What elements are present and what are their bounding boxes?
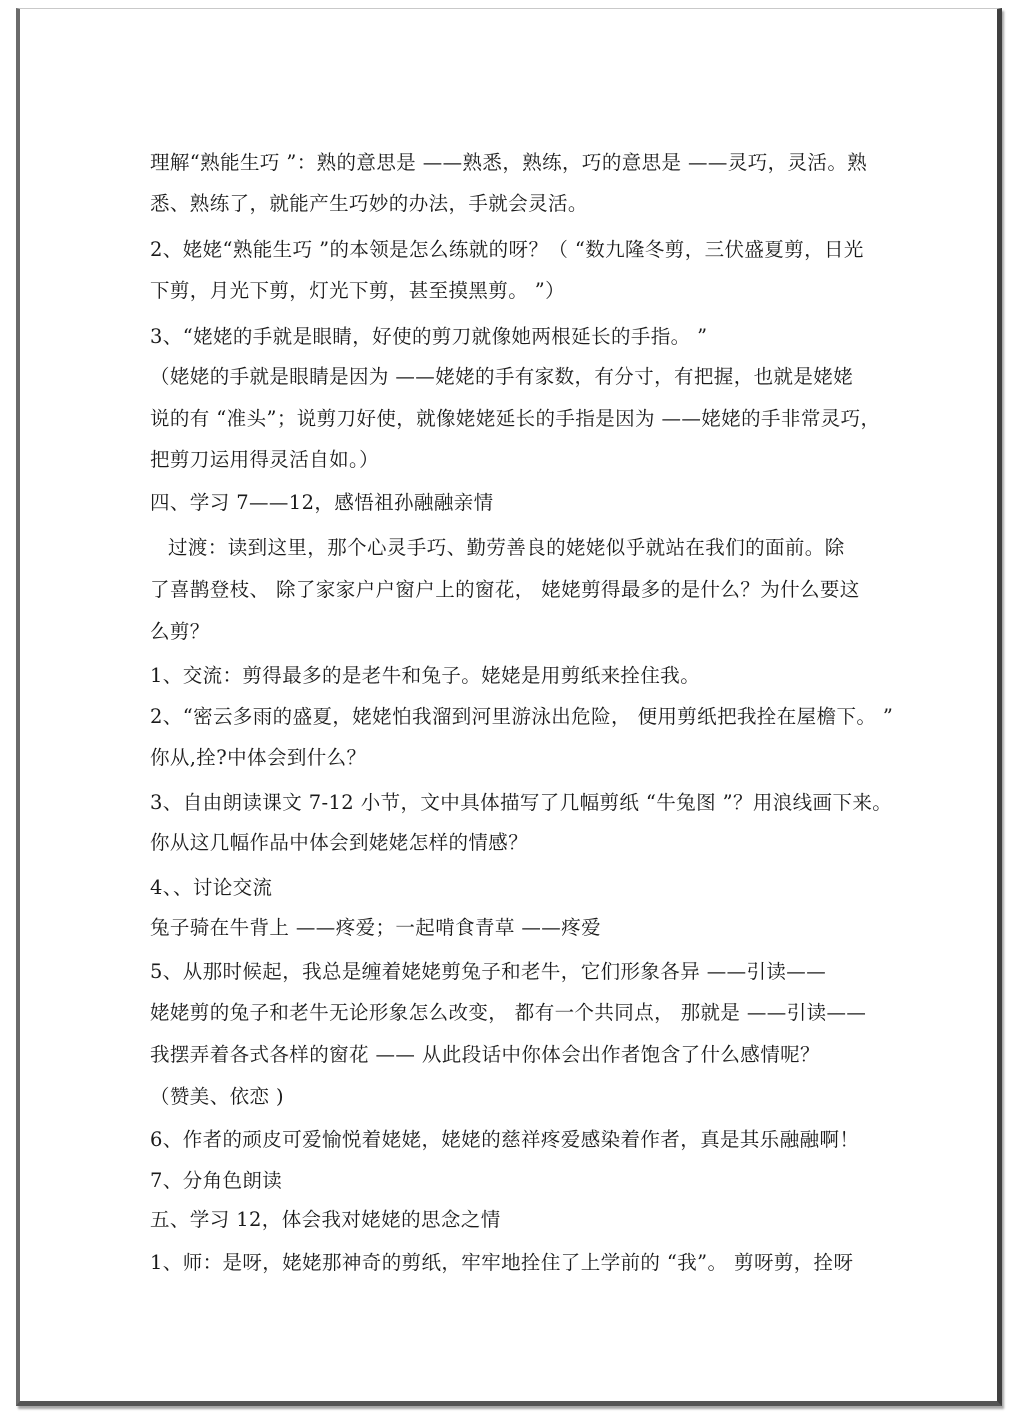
text-line: 理解“熟能生巧 ”：熟的意思是 ——熟悉，熟练，巧的意思是 ——灵巧，灵活。熟 (150, 151, 868, 174)
document-page (16, 8, 1002, 1406)
text-line: 把剪刀运用得灵活自如。） (150, 448, 380, 471)
text-line: 我摆弄着各式各样的窗花 —— 从此段话中你体会出作者饱含了什么感情呢？ (150, 1043, 820, 1066)
text-line: 2、“密云多雨的盛夏，姥姥怕我溜到河里游泳出危险， 便用剪纸把我拴在屋檐下。 ” (150, 705, 894, 728)
text-line: 2、姥姥“熟能生巧 ”的本领是怎么练就的呀？（ “数九隆冬剪，三伏盛夏剪，日光 (150, 238, 864, 261)
text-line: 姥姥剪的兔子和老牛无论形象怎么改变， 都有一个共同点， 那就是 ——引读—— (150, 1001, 867, 1024)
text-line: 7、分角色朗读 (150, 1169, 283, 1192)
text-line: （姥姥的手就是眼睛是因为 ——姥姥的手有家数，有分寸，有把握，也就是姥姥 (150, 365, 854, 388)
section-heading: 五、学习 12，体会我对姥姥的思念之情 (150, 1208, 501, 1231)
text-line: 3、自由朗读课文 7-12 小节，文中具体描写了几幅剪纸 “牛兔图 ”？用浪线画下来。 (150, 791, 893, 814)
text-line: 4、、讨论交流 (150, 876, 273, 899)
text-line: 你从,拴?中体会到什么？ (150, 746, 367, 769)
text-line: （赞美、依恋 ) (150, 1085, 285, 1108)
text-line: 6、作者的顽皮可爱愉悦着姥姥，姥姥的慈祥疼爱感染着作者，真是其乐融融啊！ (150, 1128, 860, 1151)
text-line: 3、“姥姥的手就是眼睛，好使的剪刀就像她两根延长的手指。 ” (150, 325, 708, 348)
text-line: 说的有 “准头”；说剪刀好使，就像姥姥延长的手指是因为 ——姥姥的手非常灵巧， (150, 407, 881, 430)
text-line: 5、从那时候起，我总是缠着姥姥剪兔子和老牛，它们形象各异 ——引读—— (150, 960, 827, 983)
text-line: 过渡：读到这里，那个心灵手巧、勤劳善良的姥姥似乎就站在我们的面前。除 (168, 536, 845, 559)
section-heading: 四、学习 7——12，感悟祖孙融融亲情 (150, 491, 494, 514)
text-line: 兔子骑在牛背上 ——疼爱；一起啃食青草 ——疼爱 (150, 916, 601, 939)
text-line: 1、师：是呀，姥姥那神奇的剪纸，牢牢地拴住了上学前的 “我”。 剪呀剪，拴呀 (150, 1251, 854, 1274)
text-line: 你从这几幅作品中体会到姥姥怎样的情感？ (150, 831, 529, 854)
text-line: 悉、熟练了，就能产生巧妙的办法，手就会灵活。 (150, 192, 588, 215)
text-line: 1、交流：剪得最多的是老牛和兔子。姥姥是用剪纸来拴住我。 (150, 664, 701, 687)
text-line: 么剪？ (150, 620, 210, 643)
text-line: 了喜鹊登枝、 除了家家户户窗户上的窗花， 姥姥剪得最多的是什么？为什么要这 (150, 578, 860, 601)
text-line: 下剪，月光下剪，灯光下剪，甚至摸黑剪。 ”） (150, 279, 565, 302)
